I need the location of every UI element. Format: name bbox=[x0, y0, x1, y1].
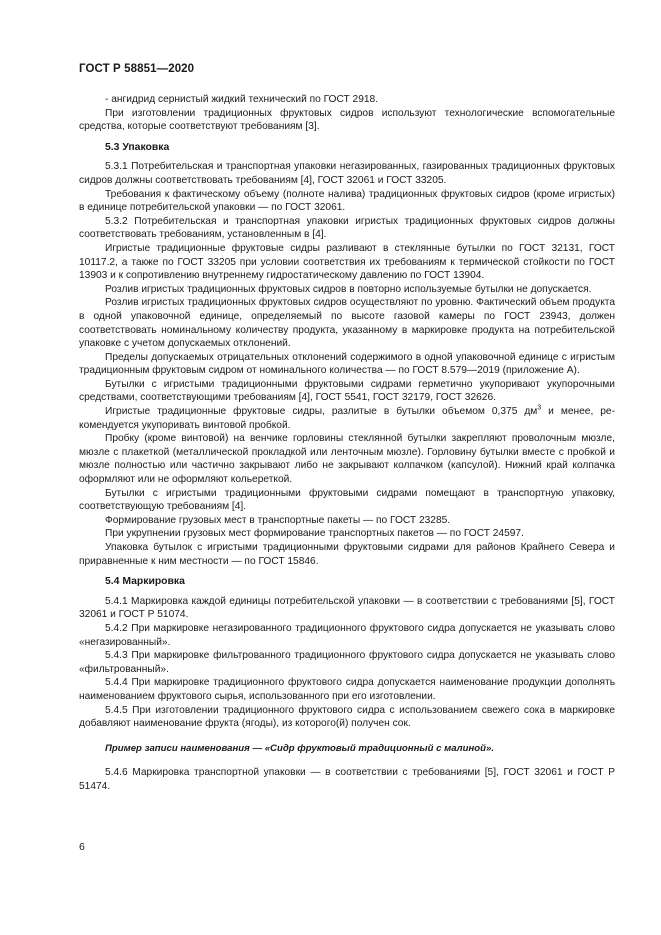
paragraph-5-4-3: 5.4.3 При маркировке фильтрованного традиционного фруктового сидра допускается не указывать слово «фильтрованный». bbox=[79, 650, 615, 675]
paragraph-bottles: Игристые традиционные фруктовые сидры разливают в стеклянные бутылки по ГОСТ 32131, ГОСТ 10117.2, а также по ГОСТ 33205 при условии соответствия их требованиям к термической стойкости по ГОСТ 13903 и к сопротивлению внутреннему гидростатическому давлению по ГОСТ 13904. bbox=[79, 242, 615, 282]
paragraph-cork-fixing: Пробку (кроме винтовой) на венчике горловины стеклянной бутылки закрепляют проволочным мюзле, мюзле с плакеткой (металлической прокладкой или ленточным мюзле). Горловину бутылки вместе с пробкой и мюзле полностью или частично закрывают либо не закрывают колпачком (капсулой). Нижний край колпачка оформляют или не оформляют кольереткой. bbox=[79, 433, 615, 486]
document-id: ГОСТ Р 58851—2020 bbox=[79, 63, 195, 75]
paragraph-sealing: Бутылки с игристыми традиционными фруктовыми сидрами герметично укупоривают укупорочными средствами, соответствующими требованиям [4], ГОСТ 5541, ГОСТ 32179, ГОСТ 32626. bbox=[79, 378, 615, 404]
paragraph-5-3-2: 5.3.2 Потребительская и транспортная упаковки игристых традиционных фруктовых сидров должны соответствовать требованиям, установленным в [4]. bbox=[79, 215, 615, 241]
screw-cap-superscript: 3 bbox=[537, 404, 542, 412]
paragraph-level-filling: Розлив игристых традиционных фруктовых сидров осуществляют по уровню. Фактический объем продукта в одной упаковочной единице, определяемый по высоте газовой камеры по ГОСТ 23943, должен соответствовать номинальному количеству продукта, указанному в маркировке продукта на потребительской упаковке с учетом допускаемых отклонений. bbox=[79, 297, 615, 350]
screw-cap-text-before: Игристые традиционные фруктовые сидры, разлитые в бутылки объемом 0,375 дм bbox=[105, 406, 538, 418]
paragraph-5-4-2: 5.4.2 При маркировке негазированного традиционного фруктового сидра допускается не указывать слово «негазированный». bbox=[79, 622, 615, 648]
paragraph-5-4-1: 5.4.1 Маркировка каждой единицы потребительской упаковки — в соответствии с требованиями [5], ГОСТ 32061 и ГОСТ Р 51074. bbox=[79, 595, 615, 621]
page-number: 6 bbox=[79, 841, 85, 853]
paragraph-deviations: Пределы допускаемых отрицательных отклонений содержимого в одной упаковочной единице с игристым традиционным фруктовым сидром от номинального количества — по ГОСТ 8.579—2019 (приложение А). bbox=[79, 351, 615, 377]
section-5-4-title: 5.4 Маркировка bbox=[105, 576, 185, 588]
paragraph-5-3-1: 5.3.1 Потребительская и транспортная упаковки негазированных, газированных традиционных фруктовых сидров должны соответствовать требованиям [4], ГОСТ 32061 и ГОСТ 33205. bbox=[79, 161, 615, 186]
screw-cap-text-after: и менее, рекомендуется укупоривать винтовой пробкой. bbox=[79, 406, 615, 431]
paragraph-screw-cap bbox=[79, 405, 615, 432]
paragraph-5-4-6: 5.4.6 Маркировка транспортной упаковки — в соответствии с требованиями [5], ГОСТ 32061 и ГОСТ Р 51474. bbox=[79, 767, 615, 792]
paragraph-intro-1: - ангидрид сернистый жидкий технический по ГОСТ 2918. bbox=[105, 94, 379, 105]
paragraph-cargo-formation: Формирование грузовых мест в транспортные пакеты — по ГОСТ 23285. bbox=[105, 514, 451, 526]
naming-example: Пример записи наименования — «Сидр фруктовый традиционный с малиной». bbox=[105, 742, 494, 754]
paragraph-volume-requirements: Требования к фактическому объему (полноте налива) традиционных фруктовых сидров (кроме игристых) в единице потребительской упаковки — по ГОСТ 32061. bbox=[79, 188, 615, 214]
paragraph-5-4-4: 5.4.4 При маркировке традиционного фруктового сидра допускается наименование продукции дополнять наименованием фруктового сырья, использованного при его изготовлении. bbox=[79, 677, 615, 702]
paragraph-transport-packaging: Бутылки с игристыми традиционными фруктовыми сидрами помещают в транспортную упаковку, соответствующую требованиям [4]. bbox=[79, 487, 615, 513]
paragraph-consolidation: При укрупнении грузовых мест формирование транспортных пакетов — по ГОСТ 24597. bbox=[105, 528, 524, 540]
document-body bbox=[79, 93, 615, 794]
paragraph-intro-2: При изготовлении традиционных фруктовых сидров используют технологические вспомогательные средства, которые соответствуют требованиям [3]. bbox=[79, 107, 615, 133]
paragraph-far-north: Упаковка бутылок с игристыми традиционными фруктовыми сидрами для районов Крайнего Севера и приравненные к ним местности — по ГОСТ 15846. bbox=[79, 542, 615, 567]
paragraph-5-4-5: 5.4.5 При изготовлении традиционного фруктового сидра с использованием свежего сока в маркировке добавляют наименование фрукта (ягоды), из которого(й) получен сок. bbox=[79, 704, 615, 730]
paragraph-reuse: Розлив игристых традиционных фруктовых сидров в повторно используемые бутылки не допускается. bbox=[105, 283, 592, 295]
section-5-3-title: 5.3 Упаковка bbox=[105, 141, 170, 153]
